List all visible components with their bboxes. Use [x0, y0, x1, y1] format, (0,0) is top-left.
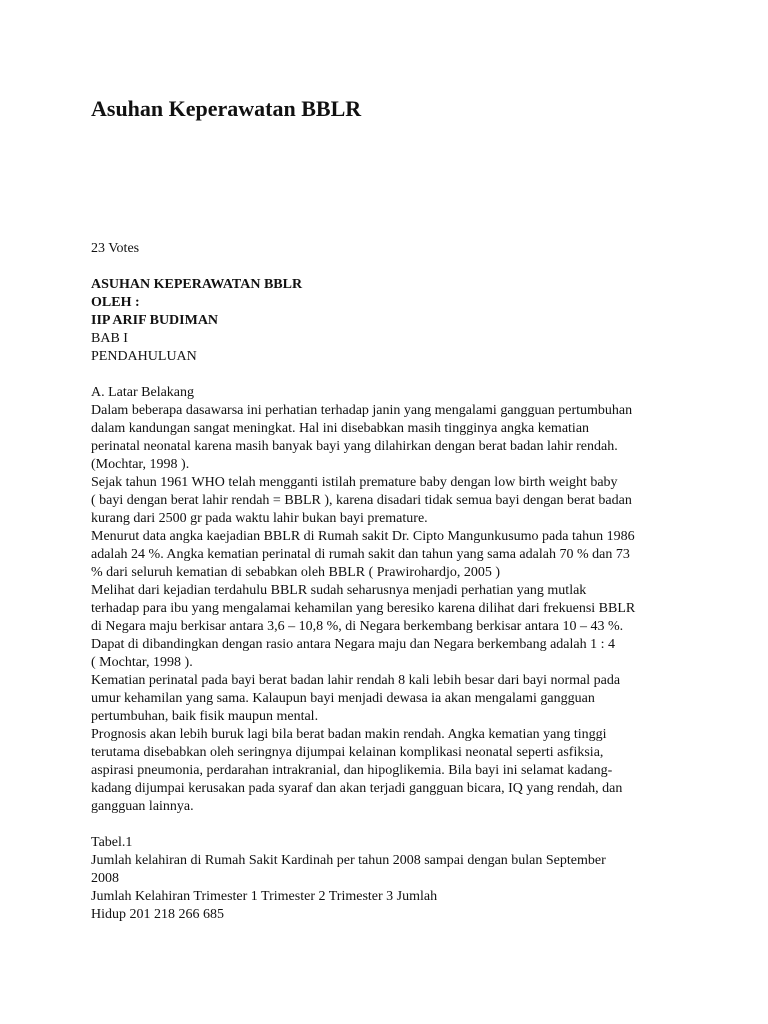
paragraph-line: dalam kandungan sangat meningkat. Hal ini disebabkan masih tingginya angka kematian: [91, 421, 590, 436]
spacer: [91, 366, 691, 384]
spacer: [91, 816, 691, 834]
paragraph-line: terutama disebabkan oleh seringnya dijumpai kelainan komplikasi neonatal seperti asfiksia,: [91, 745, 604, 760]
paragraph-line: ( Mochtar, 1998 ).: [91, 655, 193, 670]
paragraph-line: kurang dari 2500 gr pada waktu lahir bukan bayi premature.: [91, 511, 428, 526]
paragraph-line: kadang dijumpai kerusakan pada syaraf dan akan terjadi gangguan bicara, IQ yang rendah, dan: [91, 781, 623, 796]
paragraph-line: adalah 24 %. Angka kematian perinatal di rumah sakit dan tahun yang sama adalah 70 % dan 73: [91, 547, 630, 562]
paragraph-line: gangguan lainnya.: [91, 799, 194, 814]
paragraph-line: Dapat di dibandingkan dengan rasio antara Negara maju dan Negara berkembang adalah 1 : 4: [91, 637, 616, 652]
heading-line: ASUHAN KEPERAWATAN BBLR: [91, 277, 303, 292]
section-heading: A. Latar Belakang: [91, 385, 195, 400]
chapter-line: PENDAHULUAN: [91, 349, 197, 364]
paragraph-line: terhadap para ibu yang mengalamai kehamilan yang beresiko karena dilihat dari frekuensi BBLR: [91, 601, 636, 616]
table-line: Jumlah kelahiran di Rumah Sakit Kardinah per tahun 2008 sampai dengan bulan September: [91, 853, 606, 868]
heading-line: IIP ARIF BUDIMAN: [91, 313, 219, 328]
paragraph-line: Kematian perinatal pada bayi berat badan lahir rendah 8 kali lebih besar dari bayi normal pada: [91, 673, 621, 688]
paragraph-line: pertumbuhan, baik fisik maupun mental.: [91, 709, 319, 724]
table-line: Jumlah Kelahiran Trimester 1 Trimester 2 Trimester 3 Jumlah: [91, 889, 438, 904]
table-caption: Tabel.1: [91, 835, 133, 850]
document-title: Asuhan Keperawatan BBLR: [91, 96, 362, 121]
paragraph-line: % dari seluruh kematian di sebabkan oleh BBLR ( Prawirohardjo, 2005 ): [91, 565, 501, 580]
paragraph-line: Melihat dari kejadian terdahulu BBLR sudah seharusnya menjadi perhatian yang mutlak: [91, 583, 587, 598]
chapter-line: BAB I: [91, 331, 128, 346]
document-body: [91, 276, 691, 924]
paragraph-line: ( bayi dengan berat lahir rendah = BBLR ), karena disadari tidak semua bayi dengan berat badan: [91, 493, 632, 508]
table-line: 2008: [91, 871, 119, 886]
paragraph-line: aspirasi pneumonia, perdarahan intrakranial, dan hipoglikemia. Bila bayi ini selamat kadang-: [91, 763, 613, 778]
paragraph-line: Dalam beberapa dasawarsa ini perhatian terhadap janin yang mengalami gangguan pertumbuhan: [91, 403, 633, 418]
table-line: Hidup 201 218 266 685: [91, 907, 224, 922]
paragraph-line: Prognosis akan lebih buruk lagi bila berat badan makin rendah. Angka kematian yang tinggi: [91, 727, 607, 742]
paragraph-line: Menurut data angka kaejadian BBLR di Rumah sakit Dr. Cipto Mangunkusumo pada tahun 1986: [91, 529, 635, 544]
paragraph-line: perinatal neonatal karena masih banyak bayi yang dilahirkan dengan berat badan lahir rendah.: [91, 439, 618, 454]
paragraph-line: umur kehamilan yang sama. Kalaupun bayi menjadi dewasa ia akan mengalami gangguan: [91, 691, 595, 706]
heading-line: OLEH :: [91, 295, 140, 310]
paragraph-line: (Mochtar, 1998 ).: [91, 457, 190, 472]
votes-count: 23 Votes: [91, 241, 140, 256]
paragraph-line: di Negara maju berkisar antara 3,6 – 10,8 %, di Negara berkembang berkisar antara 10 – 43 %.: [91, 619, 624, 634]
paragraph-line: Sejak tahun 1961 WHO telah mengganti istilah premature baby dengan low birth weight baby: [91, 475, 618, 490]
